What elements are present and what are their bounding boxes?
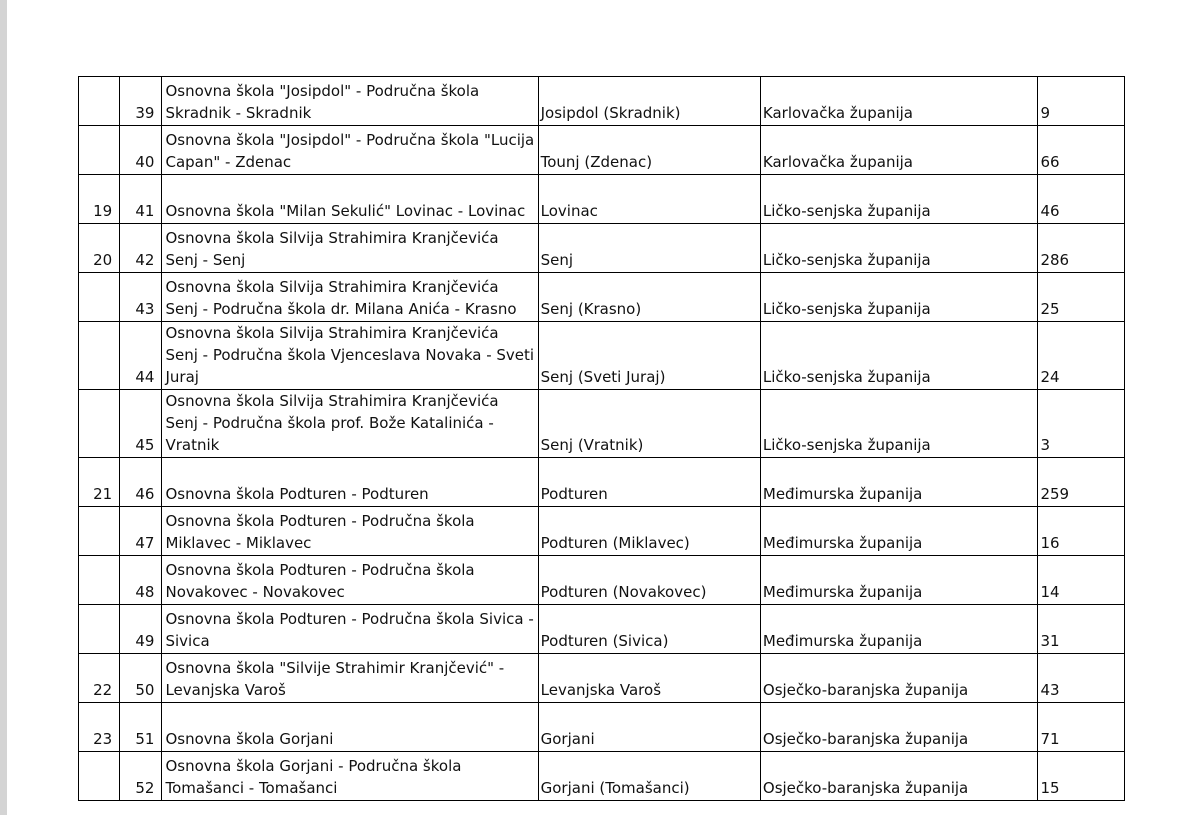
table-row — [79, 703, 1125, 752]
place-cell: Josipdol (Skradnik) — [538, 77, 760, 126]
document-page — [7, 0, 1192, 815]
schools-table-body — [79, 77, 1125, 801]
count-cell: 259 — [1038, 458, 1125, 507]
place-cell: Levanjska Varoš — [538, 654, 760, 703]
school-cell: Osnovna škola Gorjani - Područna škola Tomašanci - Tomašanci — [162, 752, 538, 801]
county-cell: Karlovačka županija — [760, 77, 1038, 126]
count-cell: 71 — [1038, 703, 1125, 752]
school-cell: Osnovna škola "Josipdol" - Područna škola "Lucija Capan" - Zdenac — [162, 126, 538, 175]
seq-cell: 45 — [120, 390, 162, 458]
county-cell: Ličko-senjska županija — [760, 322, 1038, 390]
count-cell: 24 — [1038, 322, 1125, 390]
seq-cell: 47 — [120, 507, 162, 556]
county-cell: Ličko-senjska županija — [760, 224, 1038, 273]
county-cell: Međimurska županija — [760, 556, 1038, 605]
place-cell: Gorjani — [538, 703, 760, 752]
rank-cell — [79, 273, 120, 322]
place-cell: Podturen (Sivica) — [538, 605, 760, 654]
table-row — [79, 175, 1125, 224]
school-cell: Osnovna škola Silvija Strahimira Kranjčevića Senj - Područna škola Vjenceslava Novaka - Sveti Juraj — [162, 322, 538, 390]
seq-cell: 46 — [120, 458, 162, 507]
seq-cell: 40 — [120, 126, 162, 175]
table-row — [79, 605, 1125, 654]
school-cell: Osnovna škola Gorjani — [162, 703, 538, 752]
count-cell: 3 — [1038, 390, 1125, 458]
rank-cell — [79, 390, 120, 458]
table-row — [79, 126, 1125, 175]
table-row — [79, 224, 1125, 273]
school-cell: Osnovna škola Podturen - Područna škola Novakovec - Novakovec — [162, 556, 538, 605]
county-cell: Osječko-baranjska županija — [760, 752, 1038, 801]
count-cell: 43 — [1038, 654, 1125, 703]
rank-cell — [79, 752, 120, 801]
count-cell: 9 — [1038, 77, 1125, 126]
school-cell: Osnovna škola "Milan Sekulić" Lovinac - Lovinac — [162, 175, 538, 224]
rank-cell: 21 — [79, 458, 120, 507]
seq-cell: 44 — [120, 322, 162, 390]
school-cell: Osnovna škola "Josipdol" - Područna škola Skradnik - Skradnik — [162, 77, 538, 126]
rank-cell: 20 — [79, 224, 120, 273]
rank-cell — [79, 77, 120, 126]
seq-cell: 48 — [120, 556, 162, 605]
school-cell: Osnovna škola Silvija Strahimira Kranjčevića Senj - Područna škola dr. Milana Anića - Krasno — [162, 273, 538, 322]
viewer-left-edge — [0, 0, 7, 815]
school-cell: Osnovna škola Podturen - Podturen — [162, 458, 538, 507]
place-cell: Senj (Vratnik) — [538, 390, 760, 458]
rank-cell — [79, 507, 120, 556]
rank-cell: 22 — [79, 654, 120, 703]
table-row — [79, 390, 1125, 458]
place-cell: Gorjani (Tomašanci) — [538, 752, 760, 801]
table-row — [79, 556, 1125, 605]
count-cell: 25 — [1038, 273, 1125, 322]
rank-cell: 23 — [79, 703, 120, 752]
seq-cell: 50 — [120, 654, 162, 703]
county-cell: Osječko-baranjska županija — [760, 703, 1038, 752]
place-cell: Senj — [538, 224, 760, 273]
place-cell: Lovinac — [538, 175, 760, 224]
rank-cell — [79, 556, 120, 605]
seq-cell: 41 — [120, 175, 162, 224]
school-cell: Osnovna škola "Silvije Strahimir Kranjčević" - Levanjska Varoš — [162, 654, 538, 703]
school-cell: Osnovna škola Silvija Strahimira Kranjčevića Senj - Područna škola prof. Bože Katalinića - Vratnik — [162, 390, 538, 458]
count-cell: 15 — [1038, 752, 1125, 801]
county-cell: Međimurska županija — [760, 507, 1038, 556]
rank-cell — [79, 322, 120, 390]
count-cell: 14 — [1038, 556, 1125, 605]
school-cell: Osnovna škola Podturen - Područna škola Miklavec - Miklavec — [162, 507, 538, 556]
county-cell: Ličko-senjska županija — [760, 390, 1038, 458]
county-cell: Osječko-baranjska županija — [760, 654, 1038, 703]
place-cell: Senj (Krasno) — [538, 273, 760, 322]
seq-cell: 43 — [120, 273, 162, 322]
schools-table — [78, 76, 1125, 801]
table-row — [79, 77, 1125, 126]
seq-cell: 39 — [120, 77, 162, 126]
table-row — [79, 507, 1125, 556]
count-cell: 66 — [1038, 126, 1125, 175]
seq-cell: 42 — [120, 224, 162, 273]
rank-cell — [79, 605, 120, 654]
county-cell: Međimurska županija — [760, 605, 1038, 654]
place-cell: Podturen (Novakovec) — [538, 556, 760, 605]
county-cell: Ličko-senjska županija — [760, 175, 1038, 224]
table-row — [79, 752, 1125, 801]
seq-cell: 49 — [120, 605, 162, 654]
county-cell: Karlovačka županija — [760, 126, 1038, 175]
count-cell: 31 — [1038, 605, 1125, 654]
seq-cell: 51 — [120, 703, 162, 752]
place-cell: Senj (Sveti Juraj) — [538, 322, 760, 390]
table-row — [79, 322, 1125, 390]
school-cell: Osnovna škola Silvija Strahimira Kranjčevića Senj - Senj — [162, 224, 538, 273]
place-cell: Tounj (Zdenac) — [538, 126, 760, 175]
school-cell: Osnovna škola Podturen - Područna škola Sivica - Sivica — [162, 605, 538, 654]
table-row — [79, 458, 1125, 507]
count-cell: 46 — [1038, 175, 1125, 224]
rank-cell: 19 — [79, 175, 120, 224]
county-cell: Međimurska županija — [760, 458, 1038, 507]
table-row — [79, 654, 1125, 703]
seq-cell: 52 — [120, 752, 162, 801]
rank-cell — [79, 126, 120, 175]
count-cell: 286 — [1038, 224, 1125, 273]
place-cell: Podturen (Miklavec) — [538, 507, 760, 556]
table-row — [79, 273, 1125, 322]
count-cell: 16 — [1038, 507, 1125, 556]
county-cell: Ličko-senjska županija — [760, 273, 1038, 322]
place-cell: Podturen — [538, 458, 760, 507]
